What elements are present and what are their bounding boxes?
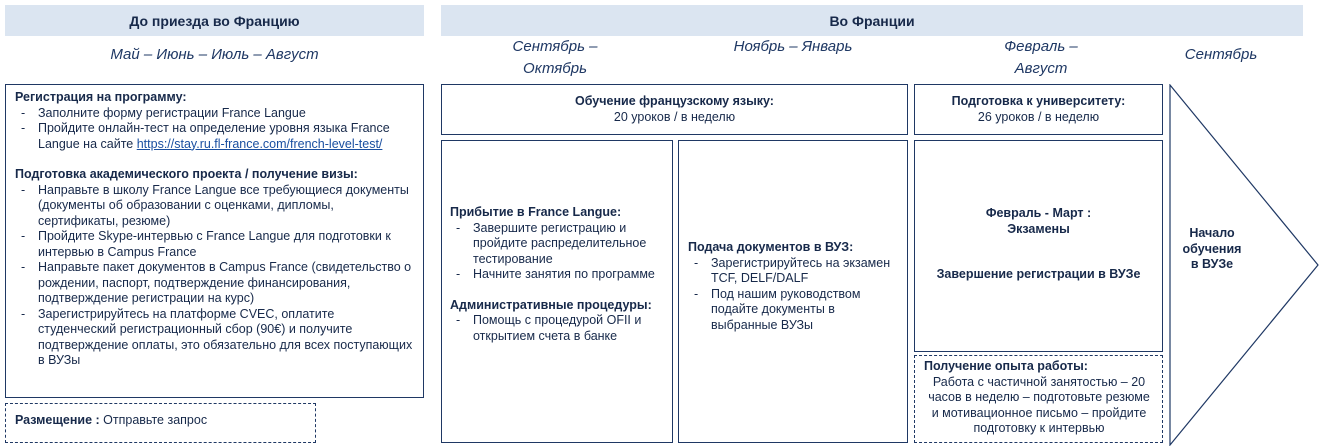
arrival-item: - Начните занятия по программе	[450, 267, 664, 283]
submission-list	[688, 256, 899, 334]
period-feb-aug: Февраль – Август	[1004, 38, 1078, 77]
academic-item: - Направьте в школу France Langue все требующиеся документы (документы об образовании с оценками, дипломы, сертификаты, резюме)	[15, 183, 415, 230]
uni-prep-title: Подготовка к университету:	[951, 94, 1126, 108]
submission-item: - Под нашим руководством подайте документы в выбранные ВУЗы	[688, 287, 899, 334]
period-sep-oct: Сентябрь – Октябрь	[512, 38, 598, 77]
academic-item: - Направьте пакет документов в Campus France (свидетельство о рождении, паспорт, подтверждение финансирования, подтверждение регистрации на курс)	[15, 260, 415, 307]
period-sep: Сентябрь	[1184, 46, 1258, 63]
housing-title: Размещение :	[15, 413, 104, 427]
arrival-box	[441, 140, 673, 443]
registration-title: Регистрация на программу:	[15, 90, 187, 104]
period-before: Май – Июнь – Июль – Август	[110, 46, 319, 63]
submission-title: Подача документов в ВУЗ:	[688, 240, 854, 254]
work-experience-text: Работа с частичной занятостью – 20 часов в неделю – подготовьте резюме и мотивационное письмо – пройдите подготовку к интервью	[928, 374, 1150, 435]
arrival-title-suffix: :	[617, 205, 622, 219]
banner-in-france-label: Во Франции	[829, 12, 915, 29]
registration-item	[15, 121, 415, 152]
period-nov-jan: Ноябрь – Январь	[733, 38, 853, 55]
academic-title: Подготовка академического проекта / получение визы:	[15, 167, 358, 181]
registration-item: - Заполните форму регистрации France Langue	[15, 106, 415, 122]
housing-text: Отправьте запрос	[103, 413, 208, 427]
start-line-2: обучения	[1182, 241, 1242, 256]
submission-box	[678, 140, 908, 443]
academic-item: - Зарегистрируйтесь на платформе CVEC, оплатите студенческий регистрационный сбор (90€) и получите подтверждение оплаты, это обязательно для всех поступающих в ВУЗы	[15, 307, 415, 369]
start-line-3: в ВУЗе	[1190, 257, 1234, 271]
work-experience-title: Получение опыта работы:	[924, 359, 1088, 373]
french-course-hours: 20 уроков / в неделю	[613, 109, 736, 124]
arrival-title	[450, 205, 664, 221]
admin-item: - Помощь с процедурой OFII и открытием счета в банке	[450, 313, 664, 344]
submission-item: - Зарегистрируйтесь на экзамен TCF, DELF/DALF	[688, 256, 899, 287]
registration-item-text: Пройдите онлайн-тест на определение уровня языка France Langue на сайте	[38, 121, 390, 151]
banner-before-france	[5, 5, 424, 36]
banner-in-france	[441, 5, 1303, 36]
admin-title: Административные процедуры:	[450, 297, 652, 312]
exams-label: Экзамены	[1007, 221, 1070, 236]
work-experience-box	[914, 355, 1163, 443]
academic-list	[15, 183, 415, 369]
admin-list	[450, 313, 664, 344]
arrival-title-prefix: Прибытие в	[450, 205, 529, 219]
registration-list	[15, 106, 415, 153]
uni-prep-box	[914, 84, 1163, 135]
arrival-title-brand: France Langue	[528, 205, 618, 219]
registration-completion: Завершение регистрации в ВУЗе	[936, 267, 1141, 281]
arrival-list	[450, 221, 664, 283]
exams-box	[914, 140, 1163, 352]
french-course-box	[441, 84, 908, 135]
registration-box	[5, 84, 424, 398]
french-level-test-link[interactable]: https://stay.ru.fl-france.com/french-level-test/	[136, 136, 383, 151]
start-line-1: Начало	[1189, 226, 1235, 240]
french-course-title: Обучение французскому языку:	[575, 94, 774, 108]
start-studies-label	[1172, 226, 1252, 273]
academic-item: - Пройдите Skype-интервью с France Langue для подготовки к интервью в Campus France	[15, 229, 415, 260]
banner-before-france-label: До приезда во Францию	[129, 12, 300, 29]
arrival-item: - Завершите регистрацию и пройдите распределительное тестирование	[450, 221, 664, 268]
housing-box	[5, 403, 316, 443]
uni-prep-hours: 26 уроков / в неделю	[977, 109, 1100, 124]
exams-period: Февраль - Март :	[985, 206, 1092, 220]
